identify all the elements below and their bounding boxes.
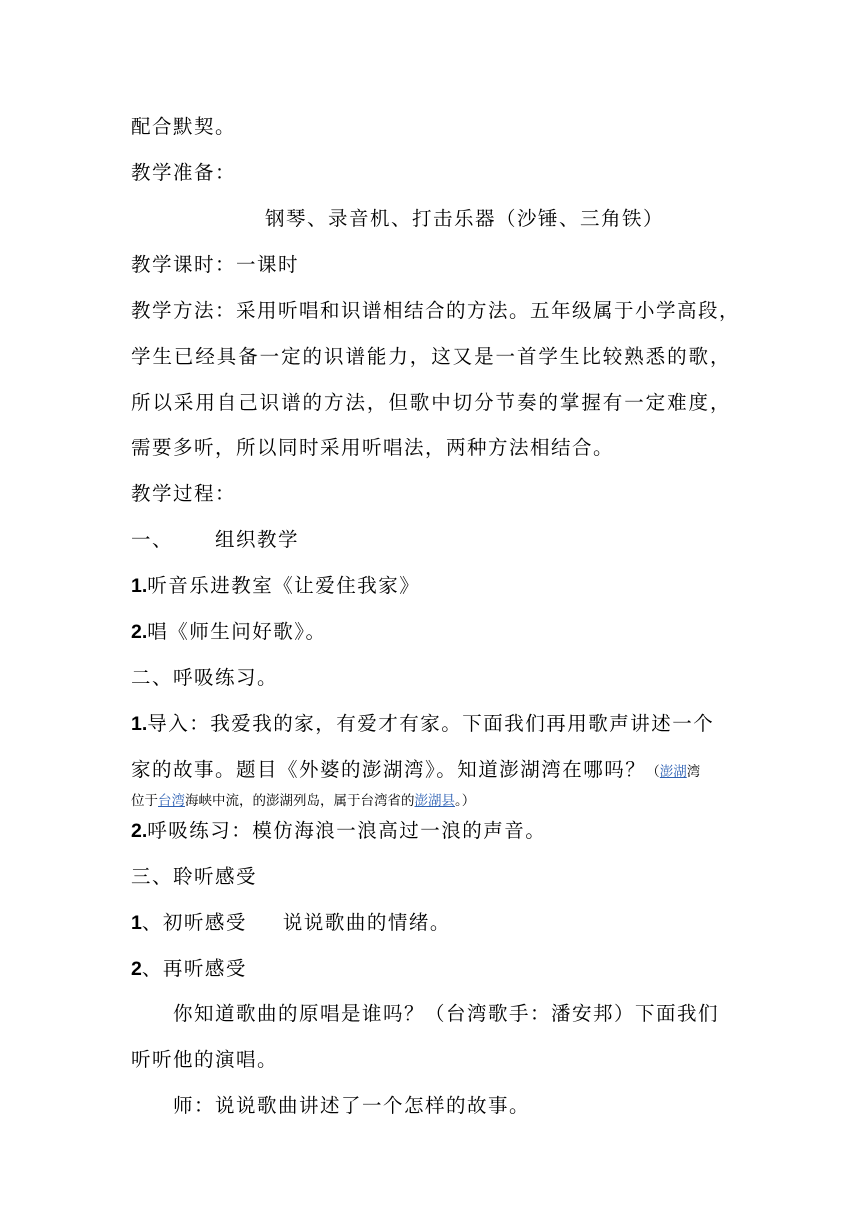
list-item-text: 导入：我爱我的家，有爱才有家。下面我们再用歌声讲述一个 (147, 712, 715, 735)
list-number: 1 (131, 912, 142, 934)
text-line: 配合默契。 (131, 115, 237, 138)
list-number: 2. (131, 820, 148, 842)
list-number: 1. (131, 575, 148, 597)
list-item (131, 573, 731, 599)
list-item (131, 818, 731, 844)
taiwan-link[interactable]: 台湾 (158, 793, 185, 809)
paren: （ (646, 764, 660, 780)
list-item-text: 听音乐进教室《让爱住我家》 (147, 574, 421, 597)
text-line: 需要多听，所以同时采用听唱法，两种方法相结合。 (131, 436, 615, 459)
list-item-text: 呼吸练习：模仿海浪一浪高过一浪的声音。 (147, 819, 547, 842)
list-heading-text: 组织教学 (215, 528, 300, 551)
text-line-indented: 师：说说歌曲讲述了一个怎样的故事。 (173, 1094, 531, 1117)
penghu-link[interactable]: 澎湖 (659, 764, 687, 780)
text-line: 听听他的演唱。 (131, 1048, 279, 1071)
text-line: 学生已经具备一定的识谱能力，这又是一首学生比较熟悉的歌， (131, 345, 731, 368)
list-item-text: 唱《师生问好歌》。 (147, 620, 327, 643)
text-line: 教学方法：采用听唱和识谱相结合的方法。五年级属于小学高段， (131, 299, 741, 322)
section-heading-preparation: 教学准备： (131, 161, 237, 184)
text-line-indented: 你知道歌曲的原唱是谁吗？（台湾歌手：潘安邦）下面我们 (173, 1002, 720, 1025)
text-segment: 。） (455, 793, 476, 809)
text-line: 所以采用自己识谱的方法，但歌中切分节奏的掌握有一定难度， (131, 391, 731, 414)
text-line-materials: 钢琴、录音机、打击乐器（沙锤、三角铁） (265, 207, 665, 230)
list-heading-3: 三、聆听感受 (131, 865, 258, 888)
text-line-class-hours: 教学课时：一课时 (131, 253, 300, 276)
text-segment: 海峡中流，的澎湖列岛，属于台湾省的 (185, 793, 415, 809)
text-segment: 位于 (131, 793, 158, 809)
text-line-note (131, 788, 731, 814)
text-line (131, 757, 751, 785)
list-heading-2: 二、呼吸练习。 (131, 666, 279, 689)
list-item (131, 619, 731, 645)
list-number: 2. (131, 621, 148, 643)
list-item-text: 说说歌曲的情绪。 (282, 911, 451, 934)
list-number: 1. (131, 713, 148, 735)
text-segment: 家的故事。题目《外婆的澎湖湾》。知道澎湖湾在哪吗？ (131, 758, 647, 781)
list-item-text: 、初听感受 (141, 911, 247, 934)
list-item (131, 711, 731, 737)
list-item (131, 910, 731, 936)
section-heading-process: 教学过程： (131, 482, 237, 505)
list-item (131, 956, 731, 982)
list-number: 2 (131, 958, 142, 980)
list-heading-1 (131, 527, 731, 553)
penghu-county-link[interactable]: 澎湖县 (414, 793, 455, 809)
list-number: 一、 (131, 528, 174, 551)
list-item-text: 、再听感受 (141, 957, 247, 980)
text-segment: 湾 (686, 764, 701, 780)
